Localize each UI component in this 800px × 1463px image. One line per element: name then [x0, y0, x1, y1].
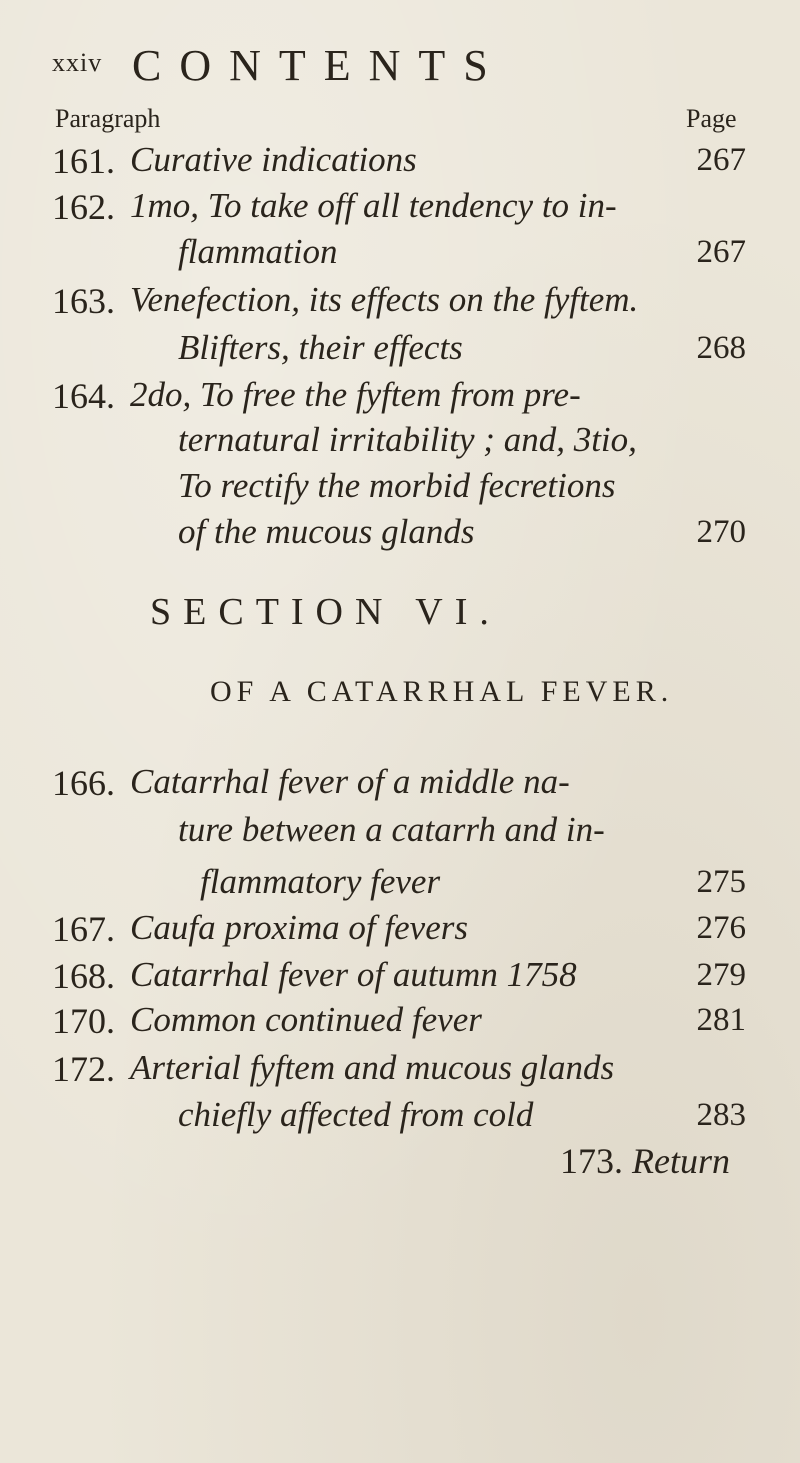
entry-number: 168. — [52, 956, 115, 996]
entry-text: 2do, To free the fyftem from pre- — [130, 375, 581, 414]
entry-number: 172. — [52, 1049, 115, 1089]
entry-page: 268 — [696, 330, 746, 366]
entry-page: 267 — [696, 142, 746, 178]
entry-number: 170. — [52, 1001, 115, 1041]
column-heading-page: Page — [686, 104, 737, 133]
column-heading-paragraph: Paragraph — [55, 104, 161, 133]
entry-text: Arterial fyftem and mucous glands — [130, 1048, 615, 1087]
entry-text: 1mo, To take off all tendency to in- — [130, 186, 617, 225]
catchword-word: Return — [632, 1141, 730, 1181]
catchword-number: 173. — [560, 1141, 623, 1181]
entry-text: Catarrhal fever of a middle na- — [130, 762, 570, 801]
entry-text: chiefly affected from cold — [178, 1095, 534, 1134]
entry-text: ternatural irritability ; and, 3tio, — [178, 420, 637, 459]
entry-number: 162. — [52, 187, 115, 227]
entry-page: 270 — [696, 514, 746, 550]
entry-text: Venefection, its effects on the fyftem. — [130, 280, 639, 319]
running-title: CONTENTS — [132, 41, 506, 90]
catchword — [560, 1140, 730, 1182]
entry-number: 161. — [52, 141, 115, 181]
entry-number: 163. — [52, 281, 115, 321]
entry-number: 166. — [52, 763, 115, 803]
entry-page: 281 — [696, 1002, 746, 1038]
section-subheading: OF A CATARRHAL FEVER. — [210, 675, 674, 708]
entry-page: 279 — [696, 957, 746, 993]
entry-page: 267 — [696, 234, 746, 270]
entry-page: 276 — [696, 910, 746, 946]
entry-text: Common continued fever — [130, 1000, 482, 1039]
section-heading: SECTION VI. — [150, 591, 501, 633]
entry-text: Caufa proxima of fevers — [130, 908, 468, 947]
entry-text: flammatory fever — [200, 862, 441, 901]
entry-number: 164. — [52, 376, 115, 416]
entry-text: ture between a catarrh and in- — [178, 810, 605, 849]
entry-text: Curative indications — [130, 140, 417, 179]
entry-number: 167. — [52, 909, 115, 949]
entry-text: Blifters, their effects — [178, 328, 463, 367]
entry-page: 283 — [696, 1097, 746, 1133]
entry-page: 275 — [696, 864, 746, 900]
entry-text: of the mucous glands — [178, 512, 475, 551]
entry-text: Catarrhal fever of autumn 1758 — [130, 955, 577, 994]
page-number: xxiv — [52, 48, 103, 77]
entry-text: flammation — [178, 232, 338, 271]
entry-text: To rectify the morbid fecretions — [178, 466, 616, 505]
